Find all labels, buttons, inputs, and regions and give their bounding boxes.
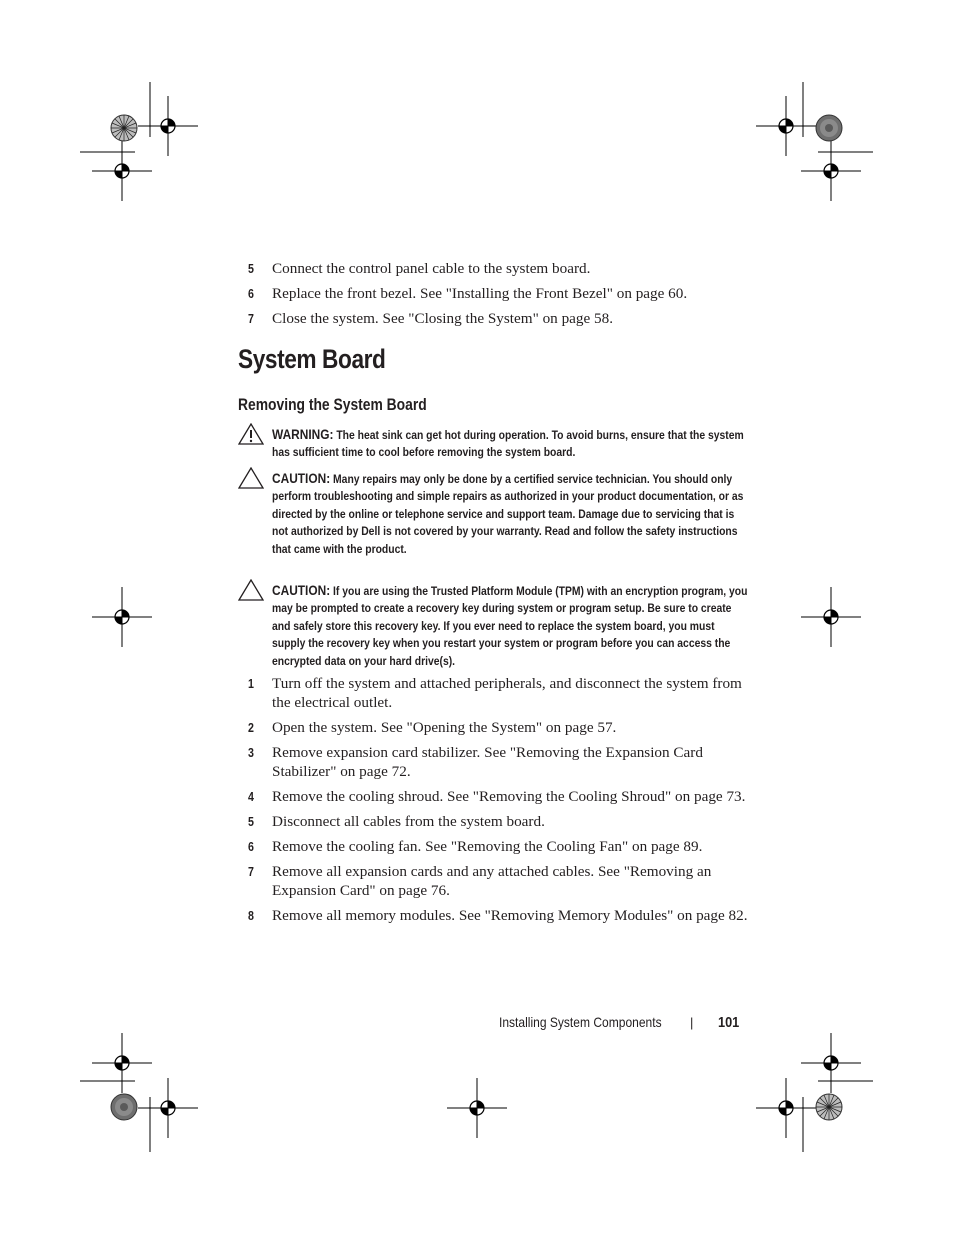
step-number: 1 — [248, 676, 254, 691]
caution-icon — [238, 467, 264, 489]
step-text: Remove the cooling fan. See "Removing the Cooling Fan" on page 89. — [272, 838, 703, 855]
step-text: Open the system. See "Opening the System" on page 57. — [272, 719, 617, 736]
caution-text: Many repairs may only be done by a certified service technician. You should only perform troubleshooting and simple repairs as authorized in your product documentation, or as directed by the online or telephone service and support team. Damage due to servicing that is not authorized by Dell is not covered by your warranty. Read and follow the safety instructions that came with the product. — [272, 472, 744, 556]
step-number: 6 — [248, 286, 254, 301]
list-item — [248, 718, 748, 737]
step-text: Remove all memory modules. See "Removing Memory Modules" on page 82. — [272, 907, 748, 924]
list-item — [248, 284, 748, 303]
warning-notice — [238, 426, 838, 462]
caution-label: CAUTION: — [272, 470, 331, 486]
caution-label: CAUTION: — [272, 582, 331, 598]
list-item — [248, 259, 748, 278]
caution-text: If you are using the Trusted Platform Module (TPM) with an encryption program, you may be prompted to create a recovery key during system or program setup. Be sure to create and safely store this recovery key. If you ever need to replace the system board, you must supply the recovery key when you restart your system or program before you can access the encrypted data on your hard drive(s). — [272, 584, 748, 668]
list-item — [248, 812, 748, 831]
step-number: 7 — [248, 864, 254, 879]
list-item — [248, 837, 748, 856]
step-text: Close the system. See "Closing the System" on page 58. — [272, 310, 614, 327]
list-item — [248, 906, 748, 925]
list-item — [248, 787, 748, 806]
list-item — [248, 674, 748, 712]
step-text: Turn off the system and attached peripherals, and disconnect the system from the electrical outlet. — [272, 675, 742, 711]
step-number: 7 — [248, 311, 254, 326]
page-number: 101 — [718, 1014, 740, 1031]
procedure-steps-list — [248, 674, 748, 925]
step-number: 8 — [248, 908, 254, 923]
list-item — [248, 862, 748, 900]
warning-icon — [238, 423, 264, 445]
step-text: Disconnect all cables from the system board. — [272, 813, 545, 830]
step-number: 2 — [248, 720, 254, 735]
warning-label: WARNING: — [272, 426, 334, 442]
step-number: 4 — [248, 789, 254, 804]
step-text: Remove all expansion cards and any attached cables. See "Removing an Expansion Card" on page 76. — [272, 863, 712, 899]
list-item — [248, 309, 748, 328]
warning-text: The heat sink can get hot during operation. To avoid burns, ensure that the system has sufficient time to cool before removing the system board. — [272, 428, 744, 460]
step-text: Remove the cooling shroud. See "Removing the Cooling Shroud" on page 73. — [272, 788, 746, 805]
list-item — [248, 743, 748, 781]
step-number: 5 — [248, 261, 254, 276]
step-number: 3 — [248, 745, 254, 760]
step-number: 5 — [248, 814, 254, 829]
caution-notice — [238, 470, 838, 558]
step-text: Replace the front bezel. See "Installing the Front Bezel" on page 60. — [272, 285, 688, 302]
section-title: System Board — [238, 344, 386, 374]
footer-chapter-title: Installing System Components — [499, 1014, 662, 1030]
step-text: Remove expansion card stabilizer. See "Removing the Expansion Card Stabilizer" on page 72. — [272, 744, 703, 780]
step-text: Connect the control panel cable to the system board. — [272, 260, 591, 277]
subsection-title: Removing the System Board — [238, 396, 427, 414]
caution-notice — [238, 582, 838, 670]
continued-steps-list — [248, 259, 748, 328]
step-number: 6 — [248, 839, 254, 854]
caution-icon — [238, 579, 264, 601]
footer-separator: | — [690, 1015, 694, 1030]
